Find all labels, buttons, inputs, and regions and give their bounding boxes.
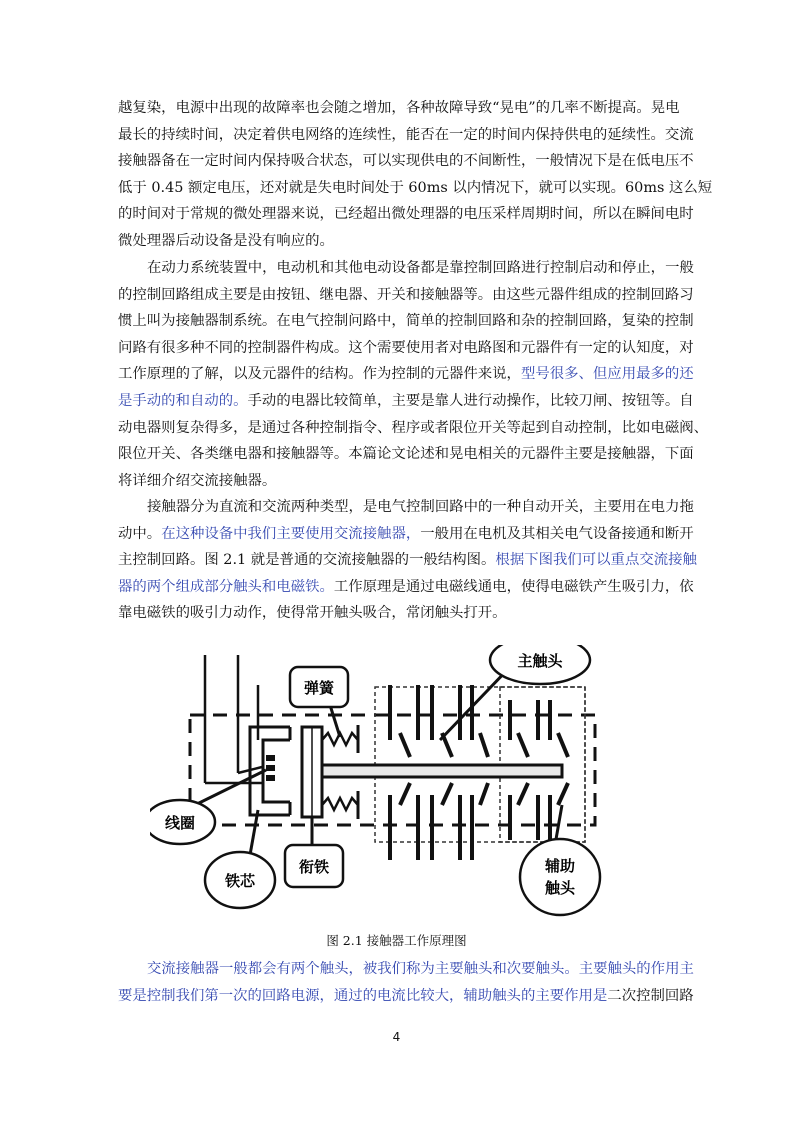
aux-contact-bubble — [520, 839, 600, 915]
armature-label: 衔铁 — [298, 858, 330, 876]
text-line: 微处理器后动设备是没有响应的。 — [118, 232, 334, 249]
text-line: 靠电磁铁的吸引力动作，使得常开触头吸合，常闭触头打开。 — [118, 605, 507, 622]
coil-label: 线圈 — [164, 814, 196, 832]
page-number: 4 — [392, 1030, 401, 1044]
text-line: 在动力系统装置中，电动机和其他电动设备都是靠控制回路进行控制启动和停止，一般 — [147, 260, 694, 276]
spring-label: 弹簧 — [303, 679, 335, 697]
highlighted-text: 根据下图我们可以重点交流接触 — [495, 552, 697, 569]
highlighted-text: 在这种设备中我们主要使用交流接触器， — [161, 525, 421, 542]
text-line: 最长的持续时间，决定着供电网络的连续性，能否在一定的时间内保持供电的延续性。交流 — [118, 126, 694, 143]
paragraph-3 — [118, 494, 697, 627]
text-line — [118, 983, 694, 1010]
text-line — [118, 547, 697, 574]
text-run: 工作原理的了解，以及元器件的结构。作为控制的元器件来说， — [118, 366, 521, 383]
aux-contact-label-1: 辅助 — [544, 857, 576, 875]
iron-core-label: 铁芯 — [224, 872, 256, 890]
contactor-diagram — [150, 645, 650, 920]
text-line: 越复染，电源中出现的故障率也会随之增加，各种故障导致“晃电”的几率不断提高。晃电 — [118, 100, 680, 116]
armature — [302, 727, 322, 817]
text-line: 惯上叫为接触器制系统。在电气控制问路中，简单的控制回路和杂的控制回路，复染的控制 — [118, 313, 694, 330]
text-line: 接触器备在一定时间内保持吸合状态，可以实现供电的不间断性，一般情况下是在低电压不 — [118, 153, 694, 170]
text-line — [118, 361, 694, 388]
text-line: 接触器分为直流和交流两种类型，是电气控制回路中的一种自动开关，主要用在电力拖 — [147, 499, 694, 515]
highlighted-text: 是手动的和自动的。 — [118, 392, 248, 409]
text-run: 二次控制回路 — [607, 987, 694, 1004]
text-line — [118, 388, 694, 415]
paragraph-1 — [118, 95, 713, 255]
aux-contact-label-2: 触头 — [544, 879, 576, 897]
spring-pointer — [330, 705, 340, 737]
iron-core-pointer — [250, 810, 258, 855]
text-run: 主控制回路。图 2.1 就是普通的交流接触器的一般结构图。 — [118, 552, 496, 569]
text-line — [118, 521, 694, 548]
highlighted-text: 交流接触器一般都会有两个触头，被我们称为主要触头和次要触头。主要触头的作用主 — [147, 961, 694, 977]
main-contact-label: 主触头 — [517, 652, 563, 670]
highlighted-text: 要是控制我们第一次的回路电源，通过的电流比较大，辅助触头的主要作用是 — [118, 987, 608, 1004]
highlighted-text: 器的两个组成部分触头和电磁铁。 — [118, 578, 334, 595]
text-line: 动电器则复杂得多，是通过各种控制指令、程序或者限位开关等起到自动控制，比如电磁阀、 — [118, 419, 709, 436]
text-run: 动中。 — [118, 525, 162, 542]
text-line: 的时间对于常规的微处理器来说，已经超出微处理器的电压采样周期时间，所以在瞬间电时 — [118, 206, 694, 223]
text-line: 将详细介绍交流接触器。 — [118, 472, 277, 489]
text-line: 限位开关、各类继电器和接触器等。本篇论文论述和晃电相关的元器件主要是接触器，下面 — [118, 446, 694, 463]
highlighted-text: 型号很多、但应用最多的还 — [520, 366, 694, 383]
shaft — [322, 765, 562, 777]
paragraph-4 — [118, 956, 694, 1009]
text-run: 手动的电器比较简单，主要是靠人进行动操作，比较刀闸、按钮等。自 — [247, 392, 694, 409]
text-line — [118, 574, 694, 601]
text-line: 问路有很多种不同的控制器件构成。这个需要使用者对电路图和元器件有一定的认知度，对 — [118, 339, 694, 356]
text-line: 的控制回路组成主要是由按钮、继电器、开关和接触器等。由这些元器件组成的控制回路习 — [118, 286, 694, 303]
paragraph-2 — [118, 255, 709, 494]
text-run: 一般用在电机及其相关电气设备接通和断开 — [420, 525, 694, 542]
coil-windings — [266, 755, 275, 781]
text-run: 工作原理是通过电磁线通电，使得电磁铁产生吸引力，依 — [333, 578, 694, 595]
figure-caption: 图 2.1 接触器工作原理图 — [326, 933, 467, 948]
text-line: 低于 0.45 额定电压，还对就是失电时间处于 60ms 以内情况下，就可以实现。60ms 这么短 — [118, 179, 713, 196]
